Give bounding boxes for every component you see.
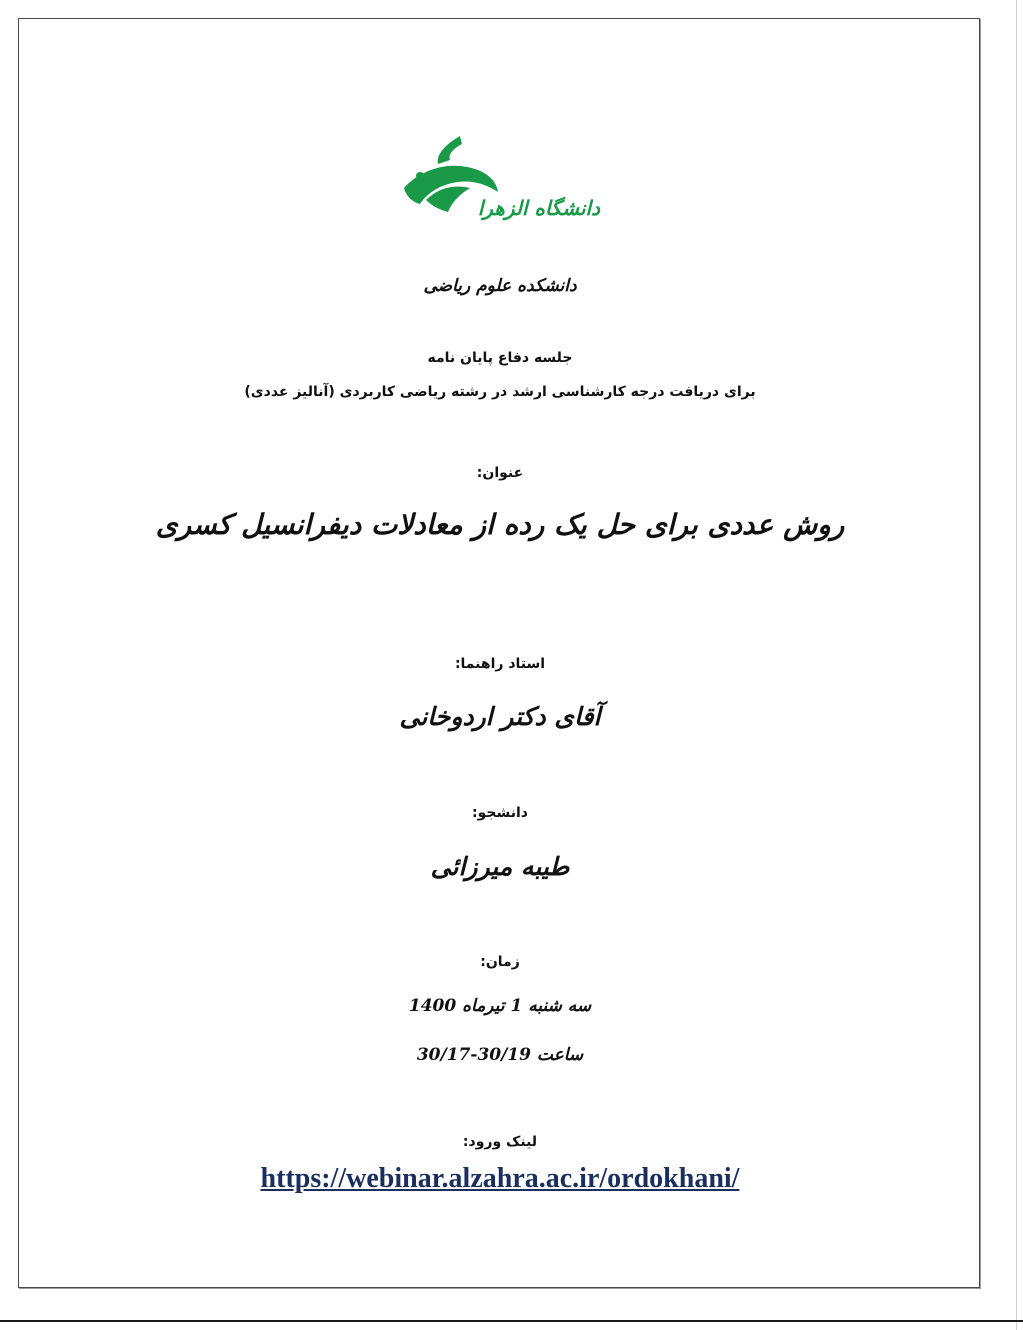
defense-date: سه شنبه 1 تیرماه 1400 bbox=[408, 996, 592, 1016]
logo-emblem-mark bbox=[438, 136, 462, 164]
advisor-label: استاد راهنما: bbox=[454, 656, 546, 672]
time-label: زمان: bbox=[480, 954, 520, 970]
window-edge bbox=[1016, 0, 1017, 1330]
thesis-title: روش عددی برای حل یک رده از معادلات دیفرانسیل کسری bbox=[155, 508, 845, 541]
logo-wordmark: دانشگاه الزهرا bbox=[477, 196, 600, 220]
title-label: عنوان: bbox=[476, 465, 524, 481]
session-heading: جلسه دفاع پایان نامه bbox=[427, 350, 573, 366]
advisor-name: آقای دکتر اردوخانی bbox=[399, 702, 601, 731]
student-label: دانشجو: bbox=[472, 805, 528, 821]
logo-dot bbox=[416, 172, 424, 180]
faculty-name: دانشکده علوم ریاضی bbox=[423, 276, 577, 296]
webinar-link[interactable]: https://webinar.alzahra.ac.ir/ordokhani/ bbox=[260, 1163, 740, 1194]
student-name: طیبه میرزائی bbox=[430, 852, 570, 881]
link-label: لینک ورود: bbox=[462, 1134, 538, 1150]
page-bottom-rule bbox=[0, 1320, 1023, 1322]
degree-line: برای دریافت درجه کارشناسی ارشد در رشته ریاضی کاربردی (آنالیز عددی) bbox=[244, 384, 756, 400]
defense-hour: ساعت 30/19-30/17 bbox=[416, 1045, 584, 1065]
